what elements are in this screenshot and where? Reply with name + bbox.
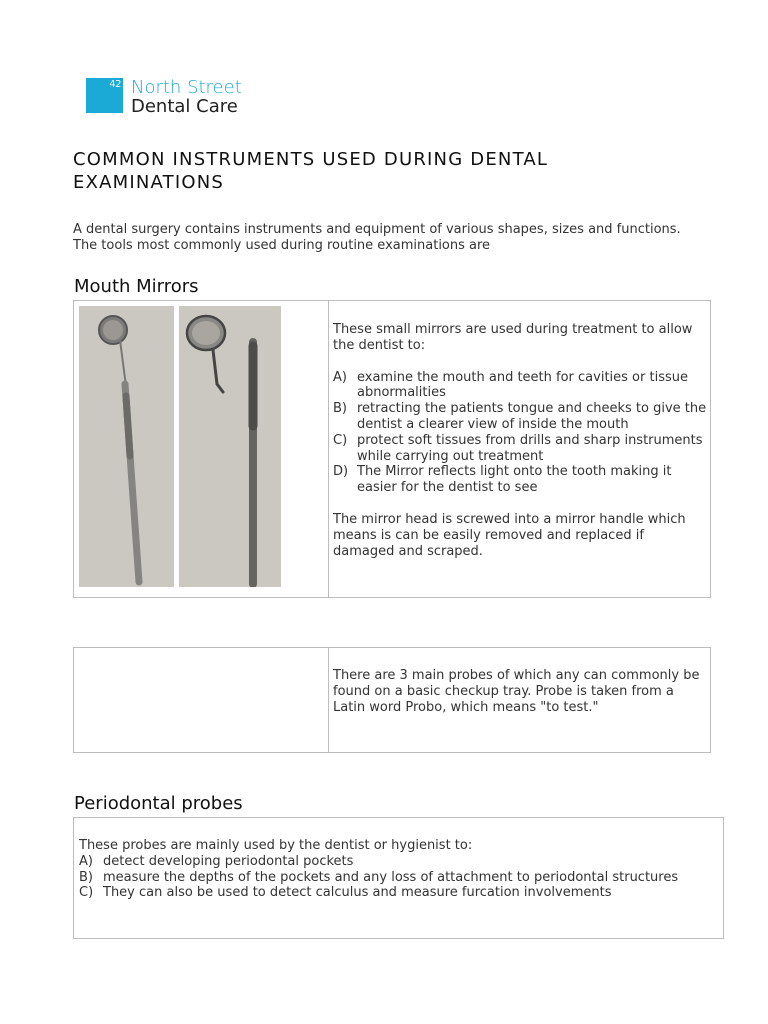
column-divider	[328, 301, 329, 597]
list-item	[79, 885, 709, 901]
list-item	[79, 870, 709, 886]
logo-line-1: North Street	[131, 77, 242, 98]
probes-description: There are 3 main probes of which any can commonly be found on a basic checkup tray. Probe is taken from a Latin word Probo, which means "to test."	[333, 668, 700, 715]
list-item-text: They can also be used to detect calculus and measure furcation involvements	[103, 885, 612, 901]
list-marker: C)	[333, 432, 348, 448]
mirror-photo-2	[179, 306, 281, 587]
column-divider	[328, 648, 329, 752]
mirrors-uses-list	[333, 370, 709, 496]
mirrors-closing: The mirror head is screwed into a mirror handle which means is can be easily removed and replaced if damaged and scraped.	[333, 511, 686, 559]
document-title: COMMON INSTRUMENTS USED DURING DENTAL EXAMINATIONS	[73, 149, 549, 193]
list-item	[333, 433, 709, 465]
list-marker: C)	[79, 885, 94, 901]
logo-number: 42	[109, 79, 121, 90]
list-item-text: protect soft tissues from drills and sharp instruments while carrying out treatment	[357, 432, 703, 464]
intro-paragraph: A dental surgery contains instruments and equipment of various shapes, sizes and functions. The tools most commonly used during routine examinations are	[73, 222, 681, 253]
mouth-mirrors-heading: Mouth Mirrors	[74, 276, 199, 297]
list-marker: A)	[333, 369, 347, 385]
mirror-photo-1	[79, 306, 174, 587]
periodontal-probes-description	[79, 838, 709, 901]
list-marker: B)	[79, 869, 93, 885]
logo-wordmark	[131, 78, 242, 116]
list-item-text: The Mirror reflects light onto the tooth making it easier for the dentist to see	[357, 464, 672, 496]
list-marker: D)	[333, 464, 349, 480]
probes-table	[73, 647, 711, 753]
list-item	[79, 854, 709, 870]
logo-line-2: Dental Care	[131, 96, 238, 117]
list-item-text: examine the mouth and teeth for cavities or tissue abnormalities	[357, 369, 688, 401]
dental-mirror-image	[79, 306, 174, 587]
list-item	[333, 401, 709, 433]
periodontal-uses-list	[79, 854, 709, 901]
list-marker: A)	[79, 853, 93, 869]
dental-mirror-image	[179, 306, 281, 587]
list-item-text: measure the depths of the pockets and any loss of attachment to periodontal structures	[103, 869, 679, 885]
mirrors-lead: These small mirrors are used during treatment to allow the dentist to:	[333, 322, 693, 353]
list-item	[333, 464, 709, 496]
logo-mark	[86, 78, 123, 113]
logo	[86, 78, 242, 116]
periodontal-lead: These probes are mainly used by the dentist or hygienist to:	[79, 838, 473, 853]
periodontal-probes-heading: Periodontal probes	[74, 793, 243, 814]
list-item-text: detect developing periodontal pockets	[103, 853, 354, 869]
mouth-mirrors-description	[333, 322, 709, 559]
periodontal-probes-table	[73, 817, 724, 939]
list-item	[333, 370, 709, 402]
list-item-text: retracting the patients tongue and cheeks to give the dentist a clearer view of inside the mouth	[357, 401, 707, 432]
list-marker: B)	[333, 401, 347, 417]
mouth-mirrors-table	[73, 300, 711, 598]
